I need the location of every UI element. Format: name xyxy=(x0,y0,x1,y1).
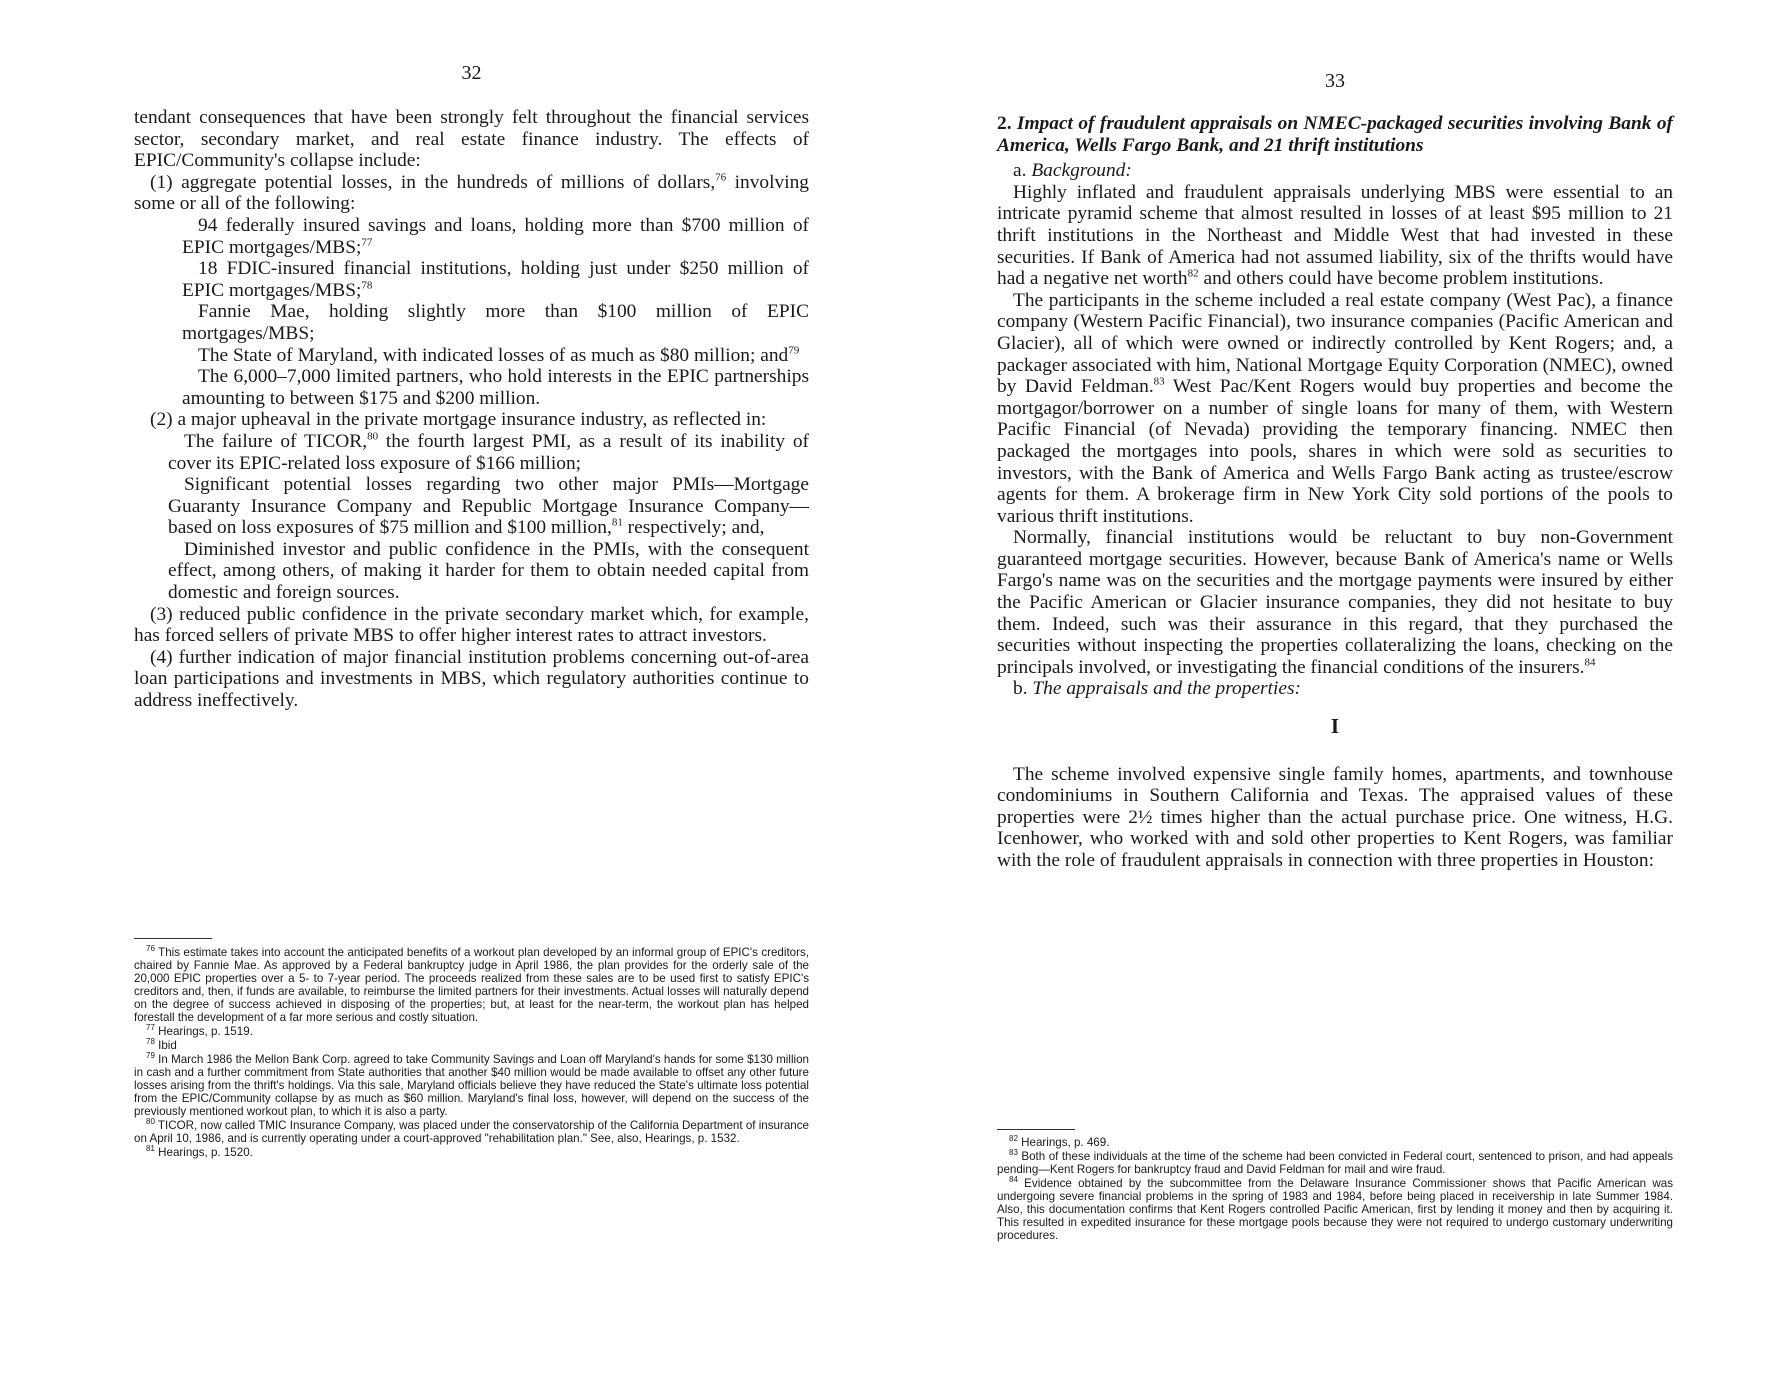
subsection-label: b. xyxy=(1013,678,1028,700)
footnote-divider xyxy=(134,938,212,939)
sub-item xyxy=(134,345,809,367)
footnote xyxy=(134,1119,809,1145)
paragraph xyxy=(997,182,1673,290)
sub-item-text: 94 federally insured savings and loans, holding more than $700 million of EPIC mortgages/MBS; xyxy=(182,214,809,258)
footnote xyxy=(134,946,809,1024)
page-number: 32 xyxy=(461,62,482,84)
sub-item: The 6,000–7,000 limited partners, who hold interests in the EPIC partnerships amounting to between $175 and $200 million. xyxy=(182,366,809,409)
subsection-heading xyxy=(997,160,1673,182)
paragraph-text: and others could have become problem institutions. xyxy=(1198,268,1604,290)
list-item-text: involving some or all of the following: xyxy=(134,171,809,215)
list-item-text: (1) aggregate potential losses, in the hundreds of millions of dollars, xyxy=(150,171,716,193)
footnote xyxy=(134,1025,809,1038)
footnote-text: Ibid xyxy=(154,1039,177,1052)
sub-item-text: 18 FDIC-insured financial institutions, holding just under $250 million of EPIC mortgages/MBS; xyxy=(182,258,809,301)
list-item xyxy=(134,172,809,215)
subsection-title: The appraisals and the properties: xyxy=(1027,678,1301,700)
footnote-ref[interactable]: 80 xyxy=(367,430,379,443)
sub-item xyxy=(134,258,809,301)
footnote-ref[interactable]: 77 xyxy=(361,236,373,249)
footnotes xyxy=(134,946,809,1160)
paragraph: tendant consequences that have been strongly felt throughout the financial services sector, secondary market, and real estate finance industry. The effects of EPIC/Community's collapse include: xyxy=(134,107,809,172)
section-number: 2. xyxy=(997,113,1012,134)
subsection-heading xyxy=(997,678,1673,700)
sub-item: Diminished investor and public confidence in the PMIs, with the consequent effect, among others, of making it harder for them to obtain needed capital from domestic and foreign sources. xyxy=(168,538,809,604)
paragraph xyxy=(997,527,1673,678)
footnote-text: TICOR, now called TMIC Insurance Company, was placed under the conservatorship of the California Department of insurance on April 10, 1986, and is currently operating under a court-approved "rehabilitation plan." See, also, Hearings, p. 1532. xyxy=(134,1119,809,1145)
footnote-number: 81 xyxy=(146,1144,155,1154)
sub-item xyxy=(134,431,809,474)
footnote-number: 78 xyxy=(146,1037,155,1047)
footnote-text: Both of these individuals at the time of the scheme had been convicted in Federal court, sentenced to prison, and had appeals pending—Kent Rogers for bankruptcy fraud and David Feldman for mail and wire fraud. xyxy=(997,1150,1673,1176)
paragraph: The scheme involved expensive single family homes, apartments, and townhouse condominiums in Southern California and Texas. The appraised values of these properties were 2½ times higher than the actual purchase price. One witness, H.G. Icenhower, who worked with and sold other properties to Kent Rogers, was familiar with the role of fraudulent appraisals in connection with three properties in Houston: xyxy=(997,763,1673,871)
sub-item-text: The failure of TICOR, xyxy=(184,430,368,452)
footnote xyxy=(997,1177,1673,1242)
sub-item-text: The State of Maryland, with indicated losses of as much as $80 million; and xyxy=(198,344,789,366)
sub-item-text: Significant potential losses regarding two other major PMIs—Mortgage Guaranty Insurance Company and Republic Mortgage Insurance Company—based on loss exposures of $75 million and $100 million, xyxy=(168,474,809,539)
paragraph-text: The participants in the scheme included a real estate company (West Pac), a finance company (Western Pacific Financial), two insurance companies (Pacific American and Glacier), all of which were owned or indirectly controlled by Kent Rogers; and, a packager associated with him, National Mortgage Equity Corporation (NMEC), owned by David Feldman. xyxy=(997,289,1673,398)
sub-item-text: respectively; and, xyxy=(622,517,765,539)
footnote-divider xyxy=(997,1129,1075,1130)
paragraph-text: West Pac/Kent Rogers would buy properties and become the mortgagor/borrower on a number of single loans for many of them, with Western Pacific Financial (of Nevada) providing the temporary financing. NMEC then packaged the mortgages into pools, shares in which were sold as securities to investors, with the Bank of America and Wells Fargo Bank acting as trustee/escrow agents for them. A brokerage firm in New York City sold portions of the pools to various thrift institutions. xyxy=(997,376,1673,527)
footnote-ref[interactable]: 83 xyxy=(1153,375,1165,388)
subsection-label: a. xyxy=(1013,160,1027,182)
footnote xyxy=(134,1039,809,1052)
footnote-number: 80 xyxy=(146,1117,155,1127)
body-text xyxy=(997,113,1673,872)
footnote-text: In March 1986 the Mellon Bank Corp. agreed to take Community Savings and Loan off Maryland's hands for some $130 million in cash and a further commitment from State authorities that another $40 million would be made available to offset any other future losses arising from the thrift's holdings. Via this sale, Maryland officials believe they have reduced the State's ultimate loss potential from the EPIC/Community collapse by as much as $60 million. Maryland's final loss, however, will depend on the success of the previously mentioned workout plan, to which it is also a party. xyxy=(134,1053,809,1118)
footnote-text: Hearings, p. 469. xyxy=(1017,1136,1110,1149)
footnote-number: 77 xyxy=(146,1023,155,1033)
sub-item-text: the fourth largest PMI, as a result of its inability of cover its EPIC-related loss exposure of $166 million; xyxy=(168,430,810,474)
footnote-text: Evidence obtained by the subcommittee from the Delaware Insurance Commissioner shows that Pacific American was undergoing severe financial problems in the spring of 1983 and 1984, before being placed in receivership in late Summer 1984. Also, this documentation confirms that Kent Rogers controlled Pacific American, first by lending it money and then by acquiring it. This resulted in expedited insurance for these mortgage pools because they were not required to undergo customary underwriting procedures. xyxy=(997,1177,1673,1242)
footnote xyxy=(134,1053,809,1118)
footnote xyxy=(997,1150,1673,1176)
footnote-ref[interactable]: 76 xyxy=(715,171,727,184)
paragraph-text: Highly inflated and fraudulent appraisals underlying MBS were essential to an intricate pyramid scheme that almost resulted in losses of at least $95 million to 21 thrift institutions in the Northeast and Middle West that had invested in these securities. If Bank of America had not assumed liability, six of the thrifts would have had a negative net worth xyxy=(997,181,1673,290)
page-number: 33 xyxy=(1325,70,1345,92)
footnote-number: 83 xyxy=(1009,1148,1018,1158)
footnote-ref[interactable]: 84 xyxy=(1584,656,1596,669)
paragraph-text: Normally, financial institutions would be reluctant to buy non-Government guaranteed mortgage securities. However, because Bank of America's name or Wells Fargo's name was on the securities and the mortgage payments were insured by either the Pacific American or Glacier insurance companies, they did not hesitate to buy them. Indeed, such was their assurance in this regard, that they purchased the securities without inspecting the properties collateralizing the loans, checking on the principals involved, or investigating the financial conditions of the insurers. xyxy=(997,527,1673,678)
body-text xyxy=(134,107,809,712)
footnote xyxy=(997,1136,1673,1149)
list-item: (2) a major upheaval in the private mortgage insurance industry, as reflected in: xyxy=(150,409,767,431)
sub-item xyxy=(134,474,809,539)
footnote xyxy=(134,1146,809,1159)
footnote-text: Hearings, p. 1520. xyxy=(154,1146,253,1159)
sub-item: Fannie Mae, holding slightly more than $100 million of EPIC mortgages/MBS; xyxy=(182,301,809,344)
list-item: (3) reduced public confidence in the private secondary market which, for example, has forced sellers of private MBS to offer higher interest rates to attract investors. xyxy=(134,603,809,647)
list-item: (4) further indication of major financial institution problems concerning out-of-area loan participations and investments in MBS, which regulatory authorities continue to address ineffectively. xyxy=(134,646,809,712)
roman-heading: I xyxy=(1330,714,1340,739)
paragraph xyxy=(997,290,1673,528)
footnote-number: 79 xyxy=(146,1051,155,1061)
section-heading xyxy=(997,113,1673,156)
subsection-title: Background: xyxy=(1026,160,1132,182)
footnote-ref[interactable]: 81 xyxy=(611,516,623,529)
footnote-text: Hearings, p. 1519. xyxy=(154,1025,253,1038)
footnote-ref[interactable]: 82 xyxy=(1187,267,1199,280)
sub-item xyxy=(134,215,809,258)
footnote-number: 84 xyxy=(1009,1175,1018,1185)
footnotes xyxy=(997,1136,1673,1243)
footnote-number: 82 xyxy=(1009,1134,1018,1144)
footnote-text: This estimate takes into account the anticipated benefits of a workout plan developed by an informal group of EPIC's creditors, chaired by Fannie Mae. As approved by a Federal bankruptcy judge in April 1986, the plan provides for the orderly sale of the 20,000 EPIC properties over a 5- to 7-year period. The proceeds realized from these sales are to be used first to satisfy EPIC's creditors and, then, if funds are available, to reimburse the limited partners for their investments. Actual losses will naturally depend on the degree of success achieved in disposing of the properties; but, at least for the near-term, the workout plan has helped forestall the development of a far more serious and costly situation. xyxy=(134,946,809,1024)
footnote-ref[interactable]: 79 xyxy=(788,344,800,357)
footnote-ref[interactable]: 78 xyxy=(361,279,373,292)
footnote-number: 76 xyxy=(146,944,155,954)
section-title: Impact of fraudulent appraisals on NMEC-packaged securities involving Bank of America, Wells Fargo Bank, and 21 thrift institutions xyxy=(997,113,1673,156)
